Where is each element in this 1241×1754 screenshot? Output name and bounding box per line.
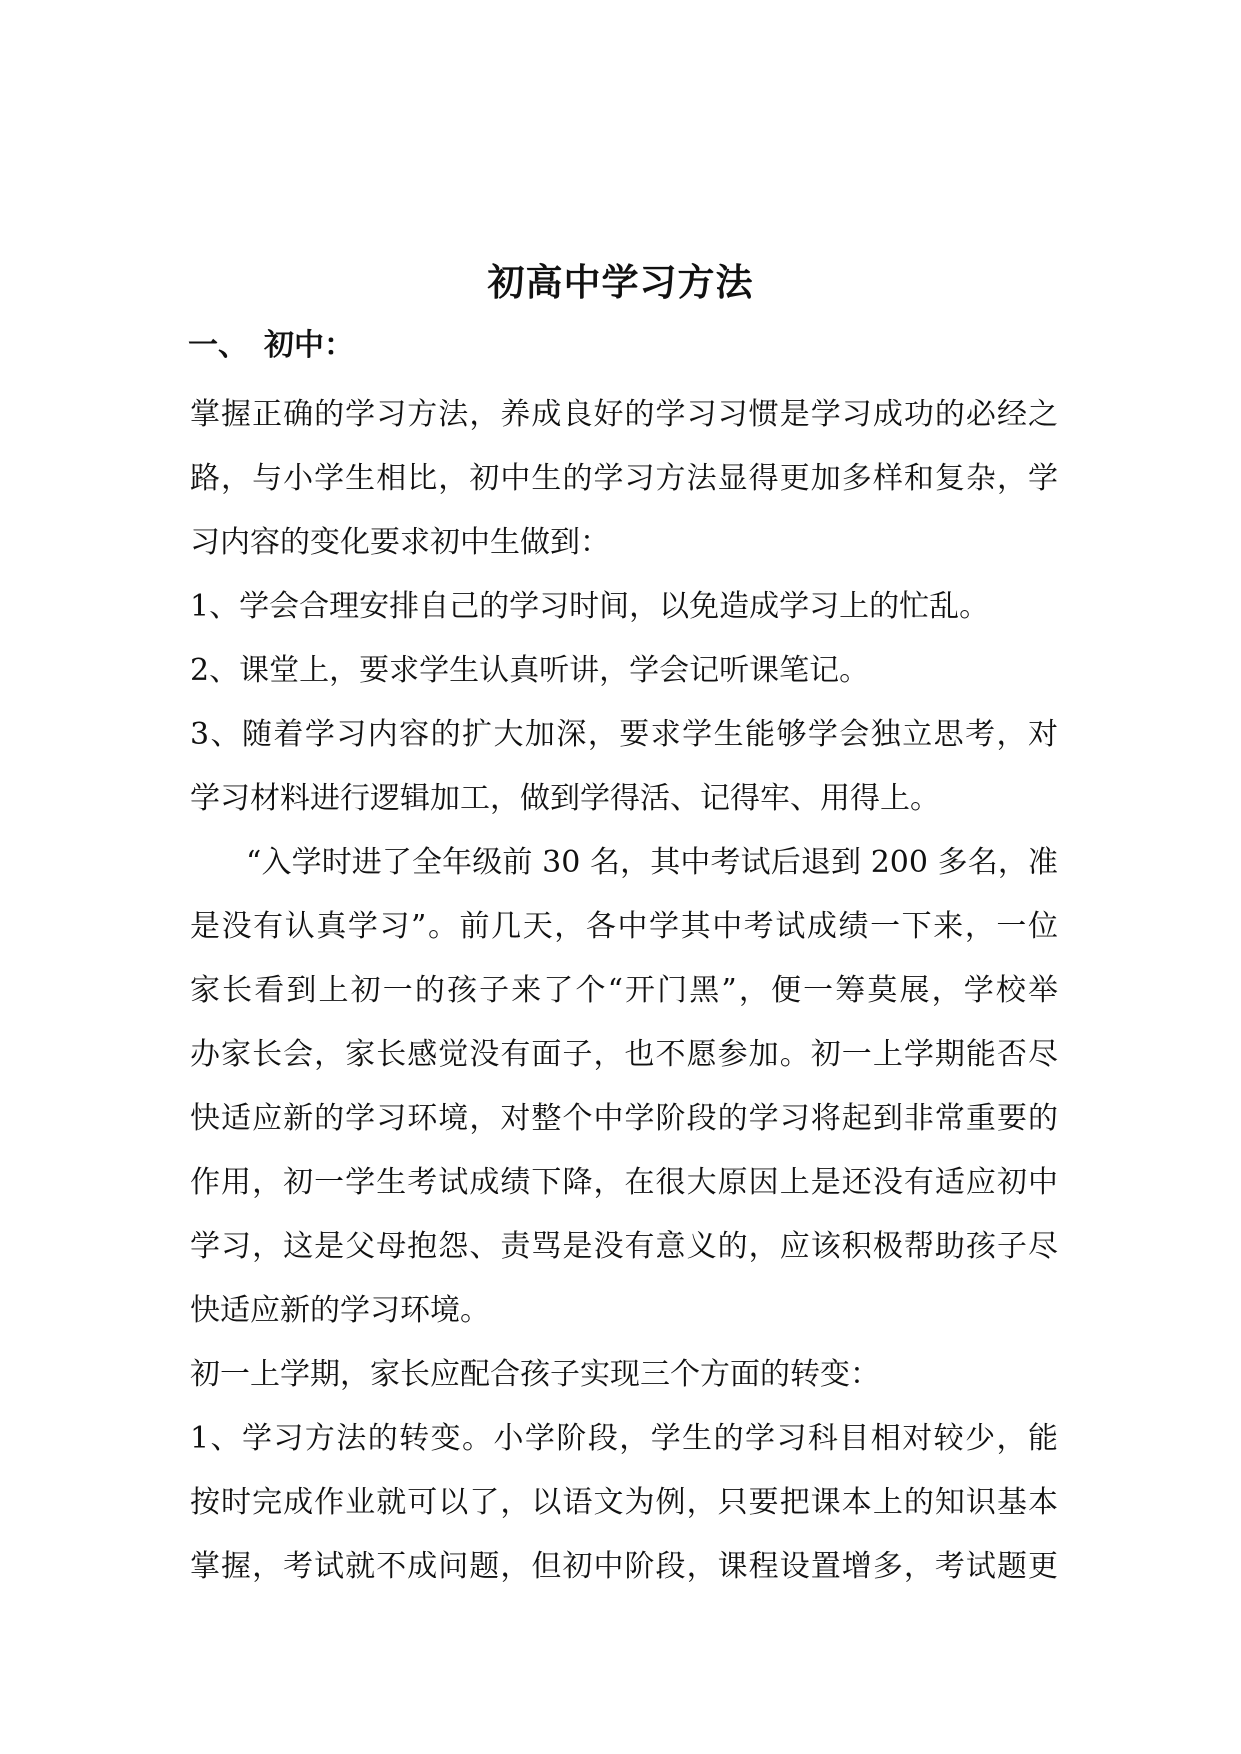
paragraph-line: 习内容的变化要求初中生做到： <box>190 525 610 560</box>
paragraph-line: 办家长会，家长感觉没有面子，也不愿参加。初一上学期能否尽 <box>190 1037 1058 1072</box>
paragraph-line: 家长看到上初一的孩子来了个“开门黑”，便一筹莫展，学校举 <box>190 973 1058 1008</box>
paragraph-line: 按时完成作业就可以了，以语文为例，只要把课本上的知识基本 <box>190 1485 1058 1520</box>
list-item-3: 3、随着学习内容的扩大加深，要求学生能够学会独立思考，对 <box>190 717 1058 752</box>
paragraph-line: 快适应新的学习环境。 <box>190 1293 490 1328</box>
paragraph-line: 掌握正确的学习方法，养成良好的学习习惯是学习成功的必经之 <box>190 397 1058 432</box>
paragraph-line: 作用，初一学生考试成绩下降，在很大原因上是还没有适应初中 <box>190 1165 1058 1200</box>
section-number: 一、 <box>188 328 248 363</box>
document-body <box>190 383 1058 1599</box>
document-title: 初高中学习方法 <box>487 260 754 304</box>
paragraph-line: “入学时进了全年级前 30 名，其中考试后退到 200 多名，准 <box>246 845 1058 880</box>
paragraph-line: 初一上学期，家长应配合孩子实现三个方面的转变： <box>190 1357 880 1392</box>
paragraph-line: 是没有认真学习”。前几天，各中学其中考试成绩一下来，一位 <box>190 909 1058 944</box>
paragraph-line: 路，与小学生相比，初中生的学习方法显得更加多样和复杂，学 <box>190 461 1058 496</box>
list-item-1: 1、学习方法的转变。小学阶段，学生的学习科目相对较少，能 <box>190 1421 1058 1456</box>
paragraph-line: 学习，这是父母抱怨、责骂是没有意义的，应该积极帮助孩子尽 <box>190 1229 1058 1264</box>
list-item-1: 1、学会合理安排自己的学习时间，以免造成学习上的忙乱。 <box>190 589 990 624</box>
list-item-2: 2、课堂上，要求学生认真听讲，学会记听课笔记。 <box>190 653 870 688</box>
section-heading-text: 初中： <box>264 328 354 363</box>
list-item-3-continued: 学习材料进行逻辑加工，做到学得活、记得牢、用得上。 <box>190 781 940 816</box>
paragraph-line: 快适应新的学习环境，对整个中学阶段的学习将起到非常重要的 <box>190 1101 1058 1136</box>
section-heading-middle-school <box>188 320 354 372</box>
paragraph-line: 掌握，考试就不成问题，但初中阶段，课程设置增多，考试题更 <box>190 1549 1058 1584</box>
